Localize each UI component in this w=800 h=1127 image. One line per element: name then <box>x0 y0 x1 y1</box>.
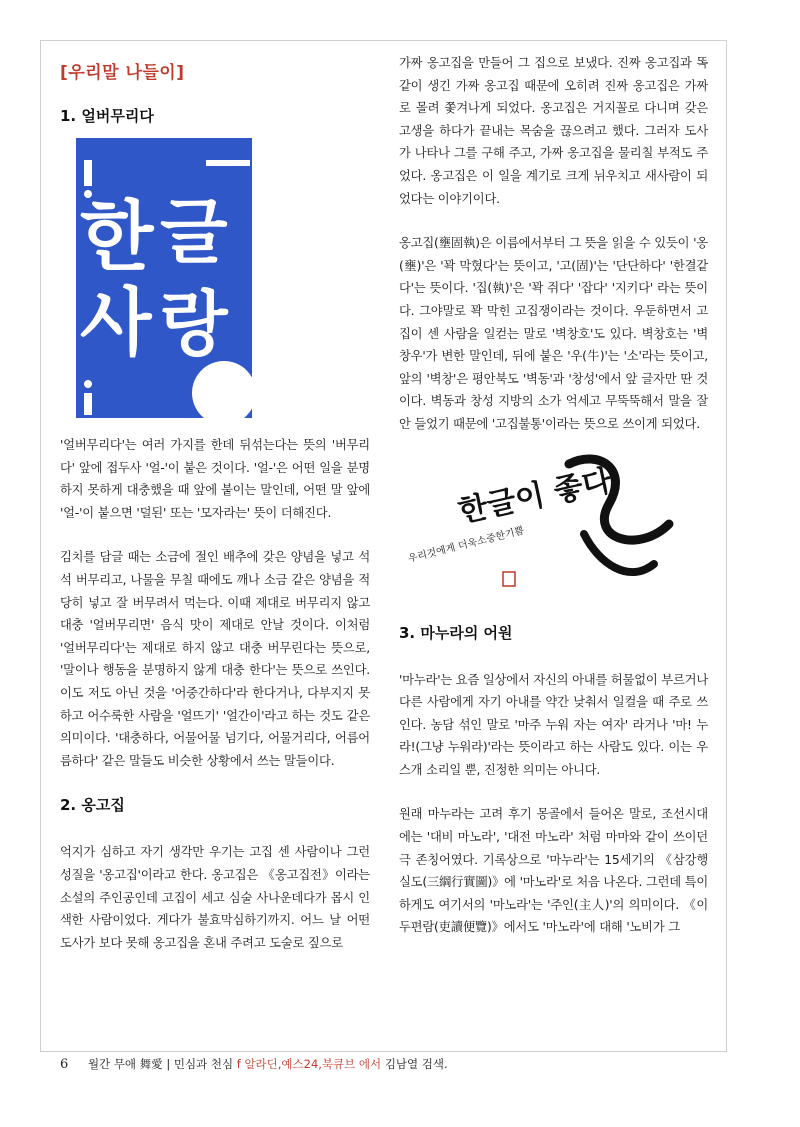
footer-search: 김남열 검색. <box>384 1057 448 1071</box>
seal-stamp <box>503 572 515 586</box>
section2-continued-paragraph: 옹고집(壅固執)은 이름에서부터 그 뜻을 읽을 수 있듯이 '옹(壅)'은 '꽉 막혔다'는 뜻이고, '고(固)'는 '단단하다' '한결같다'는 뜻이다. '집(執)'은 '꽉 쥐다' '잡다' '지키다' 라는 뜻이다. 그야말로 꽉 막힌 고집쟁이라는 것이다. 우둔하면서 고집이 센 사람을 일컫는 말로 '벽창호'도 있다. 벽창호는 '벽창우'가 변한 말인데, 뒤에 붙은 '우(牛)'는 '소'라는 뜻이고, 앞의 '벽창'은 평안북도 '벽동'과 '창성'에서 앞 글자만 딴 것이다. 벽동과 창성 지방의 소가 억세고 무뚝뚝해서 말을 잘 안 들었기 때문에 '고집불통'이라는 뜻으로 쓰이게 되었다. <box>399 236 708 431</box>
right-column <box>399 52 708 939</box>
section1-paragraph: 김치를 담글 때는 소금에 절인 배추에 갖은 양념을 넣고 석석 버무리고, 나물을 무칠 때에도 깨나 소금 같은 양념을 적당히 넣고 잘 버무려서 먹는다. 이때 제대로 버무리지 않고 대충 '얼버무리면' 음식 맛이 제대로 안날 것이다. 이처럼 '얼버무리다'는 제대로 하지 않고 대충 버무린다는 뜻으로, '말이나 행동을 분명하지 않게 대충 한다'는 뜻으로 쓰인다. 이도 저도 아닌 것을 '어중간하다'라 한다거나, 다부지지 못하고 어수룩한 사람을 '얼뜨기' '얼간이'라고 하는 것도 같은 의미이다. '대충하다, 어물어물 넘기다, 어물거리다, 어름어름하다' 같은 말들도 비슷한 상황에서 쓰는 말들이다. <box>60 550 370 768</box>
poster-char-2: 글 <box>160 191 228 273</box>
section3-heading: 3. 마누라의 어원 <box>399 623 513 642</box>
section2-paragraph: 억지가 심하고 자기 생각만 우기는 고집 센 사람이나 그런 성질을 '옹고집'이라고 한다. 옹고집은 《옹고집전》이라는 소설의 주인공인데 고집이 세고 심술 사나운데다가 몹시 인색한 사람이었다. 게다가 불효막심하기까지. 어느 날 어떤 도사가 보다 못해 옹고집을 혼내 주려고 도술로 짚으로 <box>60 845 370 950</box>
calligraphy-image <box>399 444 699 604</box>
footer-publication: 월간 무애 舞愛 | 민심과 천심 <box>87 1057 234 1071</box>
footer-mark: f <box>236 1057 241 1071</box>
section2-heading: 2. 옹고집 <box>60 796 125 815</box>
section1-heading: 1. 얼버무리다 <box>60 107 154 125</box>
footer-promo: 알라딘,예스24,북큐브 에서 <box>244 1057 382 1071</box>
left-column <box>60 50 370 954</box>
section2-continued-paragraph: 가짜 옹고집을 만들어 그 집으로 보냈다. 진짜 옹고집과 똑같이 생긴 가짜 옹고집 때문에 오히려 진짜 옹고집은 가짜로 몰려 쫓겨나게 되었다. 옹고집은 거지꼴로 다니며 갖은 고생을 하다가 끝내는 목숨을 끊으려고 했다. 그러자 도사가 나타나 그를 구해 주고, 가짜 옹고집을 물리칠 부적도 주었다. 옹고집은 이 일을 계기로 크게 뉘우치고 새사람이 되었다는 이야기이다. <box>399 56 708 206</box>
page-footer <box>60 1056 448 1072</box>
page-number: 6 <box>60 1057 69 1072</box>
calligraphy-small-text: 우리것에게 더욱소중한기쁨 <box>407 524 526 565</box>
poster-char-1: 한 <box>80 192 154 281</box>
section3-paragraph: '마누라'는 요즘 일상에서 자신의 아내를 허물없이 부르거나 다른 사람에게 자기 아내를 약간 낮춰서 일컬을 때 주로 쓰인다. 농담 섞인 말로 '마주 누워 자는 여자' 라거나 '마! 누라!(그냥 누워라)'라는 뜻이라고 하는 사람도 있다. 이는 우스개 소리일 뿐, 진정한 의미는 아니다. <box>399 672 708 777</box>
section3-paragraph: 원래 마누라는 고려 후기 몽골에서 들어온 말로, 조선시대에는 '대비 마노라', '대전 마노라' 처럼 마마와 같이 쓰이던 극 존칭어였다. 기록상으로 '마누라'는 15세기의 《삼강행실도(三綱行實圖)》에 '마노라'로 처음 나온다. 그런데 특이하게도 여기서의 '마노라'는 '주인(主人)'의 의미이다. 《이두편람(吏讀便覽)》에서도 '마노라'에 대해 '노비가 그 <box>399 807 708 935</box>
calligraphy-large-text: 한글이 좋다 <box>455 462 615 530</box>
hangul-love-poster <box>76 138 252 418</box>
poster-char-4: 랑 <box>160 283 228 365</box>
poster-char-3: 사 <box>80 280 152 366</box>
section1-paragraph: '얼버무리다'는 여러 가지를 한데 뒤섞는다는 뜻의 '버무리다' 앞에 접두사 '얼-'이 붙은 것이다. '얼-'은 어떤 일을 분명하지 못하게 대충했을 때 앞에 붙이는 말인데, 어떤 말 앞에 '얼-'이 붙으면 '덜된' 또는 '모자라는' 뜻이 더해진다. <box>60 438 370 520</box>
series-title: [우리말 나들이] <box>60 63 185 83</box>
